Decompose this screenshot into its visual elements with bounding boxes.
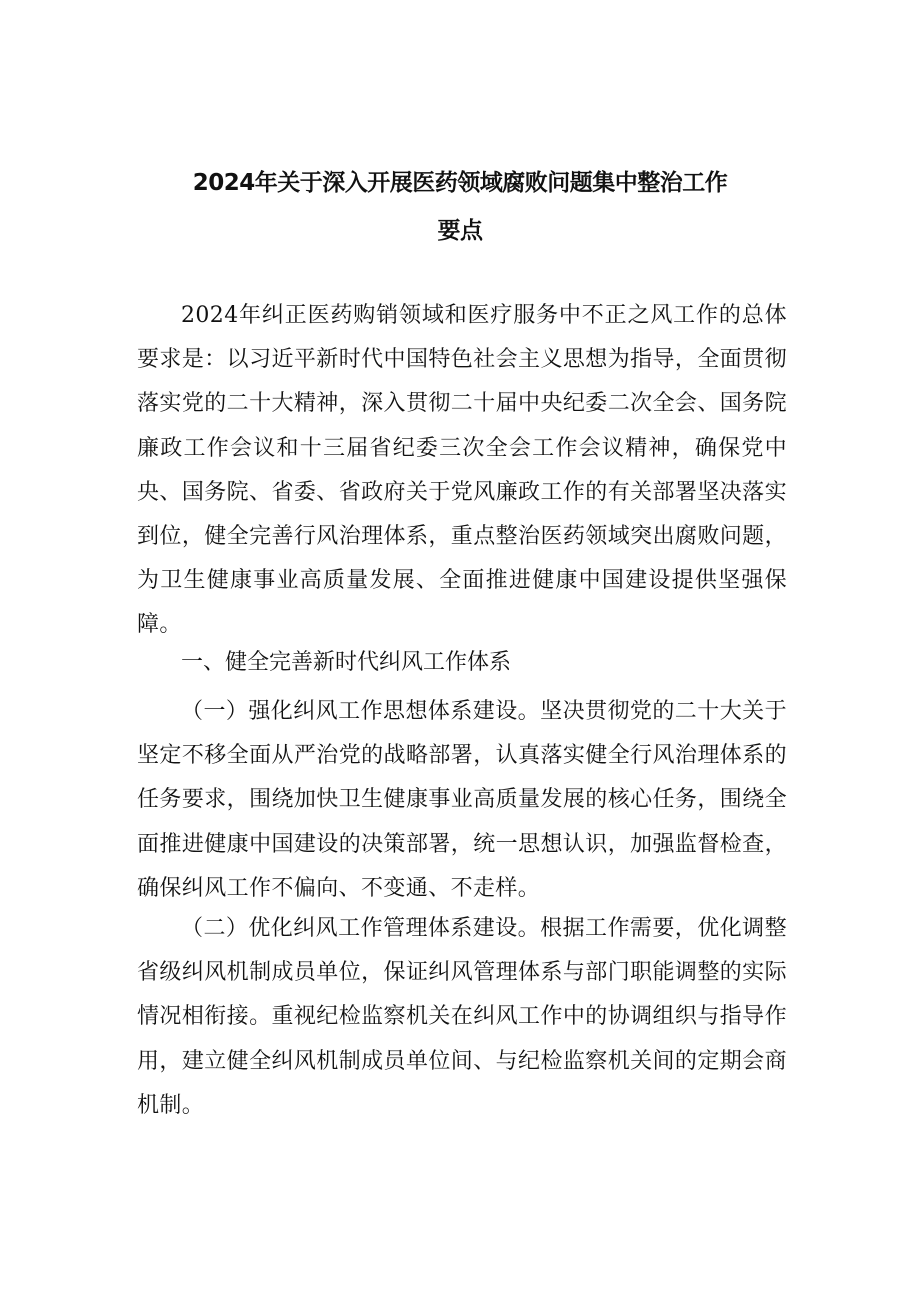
section-heading-1: 一、健全完善新时代纠风工作体系 <box>181 650 512 675</box>
document-title-line-2: 要点 <box>437 218 483 244</box>
item-paragraph-2: （二）优化纠风工作管理体系建设。根据工作需要，优化调整省级纠风机制成员单位，保证纠风管理体系与部门职能调整的实际情况相衔接。重视纪检监察机关在纠风工作中的协调组织与指导作用，建立健全纠风机制成员单位间、与纪检监察机关间的定期会商机制。 <box>137 916 787 1118</box>
document-title-line-1: 2024年关于深入开展医药领域腐败问题集中整治工作 <box>192 170 728 196</box>
intro-paragraph: 2024年纠正医药购销领域和医疗服务中不正之风工作的总体要求是：以习近平新时代中国特色社会主义思想为指导，全面贯彻落实党的二十大精神，深入贯彻二十届中央纪委二次全会、国务院廉政工作会议和十三届省纪委三次全会工作会议精神，确保党中央、国务院、省委、省政府关于党风廉政工作的有关部署坚决落实到位，健全完善行风治理体系，重点整治医药领域突出腐败问题，为卫生健康事业高质量发展、全面推进健康中国建设提供坚强保障。 <box>137 303 787 638</box>
item-paragraph-1: （一）强化纠风工作思想体系建设。坚决贯彻党的二十大关于坚定不移全面从严治党的战略部署，认真落实健全行风治理体系的任务要求，围绕加快卫生健康事业高质量发展的核心任务，围绕全面推进健康中国建设的决策部署，统一思想认识，加强监督检查，确保纠风工作不偏向、不变通、不走样。 <box>137 699 787 901</box>
